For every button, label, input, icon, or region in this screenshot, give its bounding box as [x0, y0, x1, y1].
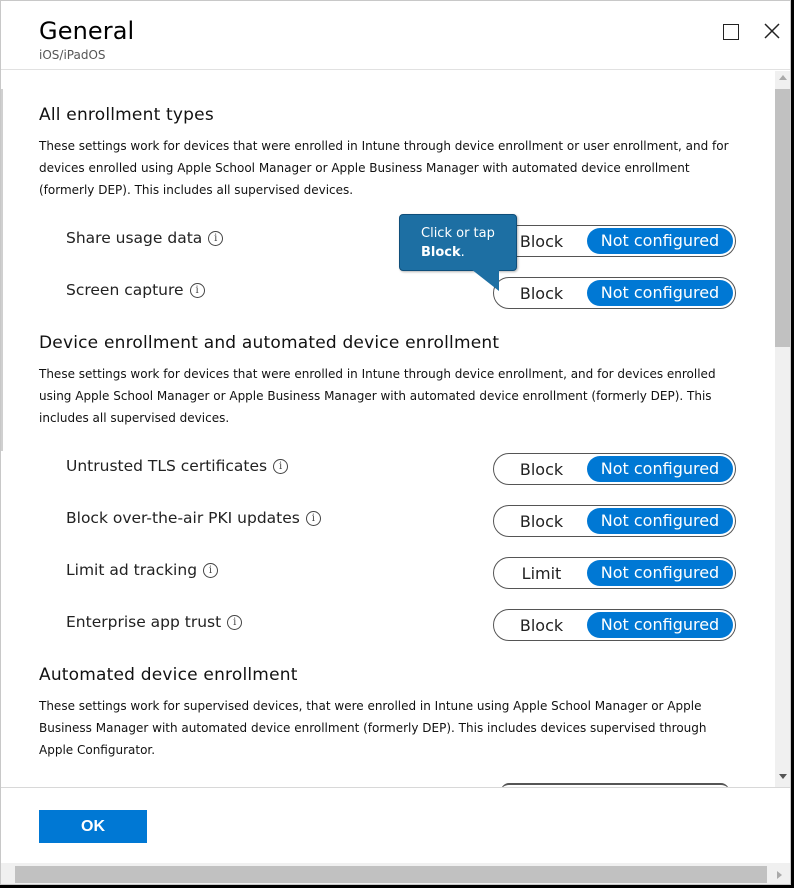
info-icon[interactable]: i	[190, 283, 205, 298]
scroll-up-icon[interactable]	[779, 75, 787, 80]
horizontal-scrollbar[interactable]	[1, 863, 790, 885]
toggle-untrusted-tls[interactable]	[493, 453, 736, 485]
setting-share-usage-data	[66, 229, 223, 247]
toggle-option-limit[interactable]: Limit	[521, 563, 562, 583]
setting-label: Share usage data	[66, 229, 203, 247]
maximize-icon[interactable]	[723, 24, 739, 40]
section-heading-automated-enrollment: Automated device enrollment	[39, 665, 298, 685]
setting-untrusted-tls	[66, 457, 288, 475]
callout-suffix: .	[460, 245, 465, 260]
setting-label: Enterprise app trust	[66, 613, 222, 631]
toggle-option-not-configured[interactable]: Not configured	[587, 612, 733, 638]
callout-pointer	[471, 269, 499, 291]
section-description-device-enrollment: These settings work for devices that were enrolled in Intune through device enrollment, and for devices enrolled using Apple School Manager or Apple Business Manager with automated device enrollment (formerly DEP). This includes all supervised devices.	[39, 367, 716, 425]
toggle-option-block[interactable]: Block	[519, 231, 564, 251]
ok-button[interactable]: OK	[39, 810, 147, 843]
horizontal-scrollbar-thumb[interactable]	[15, 866, 767, 883]
scroll-right-icon[interactable]	[777, 871, 782, 879]
toggle-screen-capture[interactable]	[493, 277, 736, 309]
info-icon[interactable]: i	[227, 615, 242, 630]
setting-label: Limit ad tracking	[66, 561, 198, 579]
scroll-down-icon[interactable]	[779, 774, 787, 779]
setting-screen-capture	[66, 281, 205, 299]
toggle-option-block[interactable]: Block	[519, 615, 564, 635]
section-heading-all-enrollment: All enrollment types	[39, 105, 214, 125]
toggle-enterprise-app-trust[interactable]	[493, 609, 736, 641]
toggle-option-not-configured[interactable]: Not configured	[587, 280, 733, 306]
info-icon[interactable]: i	[273, 459, 288, 474]
toggle-option-block[interactable]: Block	[519, 283, 564, 303]
section-description-automated-enrollment: These settings work for supervised devices, that were enrolled in Intune using Apple School Manager or Apple Business Manager with automated device enrollment (formerly DEP). This includes devices supervised through Apple Configurator.	[39, 699, 707, 757]
toggle-option-not-configured[interactable]: Not configured	[587, 456, 733, 482]
toggle-ota-pki[interactable]	[493, 505, 736, 537]
toggle-option-block[interactable]: Block	[519, 459, 564, 479]
toggle-option-not-configured[interactable]: Not configured	[587, 228, 733, 254]
info-icon[interactable]: i	[208, 231, 223, 246]
toggle-option-not-configured[interactable]: Not configured	[587, 508, 733, 534]
setting-enterprise-app-trust	[66, 613, 242, 631]
info-icon[interactable]: i	[203, 563, 218, 578]
blade-header	[1, 1, 790, 70]
close-icon[interactable]	[761, 20, 783, 42]
info-icon[interactable]: i	[306, 511, 321, 526]
setting-label: Untrusted TLS certificates	[66, 457, 268, 475]
toggle-option-not-configured[interactable]: Not configured	[587, 560, 733, 586]
page-title: General	[39, 17, 135, 45]
setting-limit-ad-tracking	[66, 561, 218, 579]
toggle-share-usage-data[interactable]	[493, 225, 736, 257]
toggle-limit-ad-tracking[interactable]	[493, 557, 736, 589]
toggle-option-block[interactable]: Block	[519, 511, 564, 531]
settings-content	[1, 71, 775, 787]
setting-label: Block over-the-air PKI updates	[66, 509, 300, 527]
blade-footer	[1, 787, 790, 863]
callout-tooltip	[399, 214, 517, 271]
callout-line1: Click or tap	[421, 226, 495, 241]
setting-ota-pki	[66, 509, 321, 527]
setting-label: Screen capture	[66, 281, 184, 299]
section-description-all-enrollment: These settings work for devices that were enrolled in Intune through device enrollment or user enrollment, and for devices enrolled using Apple School Manager or Apple Business Manager with automated device enrollment (formerly DEP). This includes all supervised devices.	[39, 139, 729, 197]
scrollbar-thumb[interactable]	[775, 89, 791, 347]
callout-emphasis: Block	[421, 245, 461, 260]
section-heading-device-enrollment: Device enrollment and automated device enrollment	[39, 333, 500, 353]
page-subtitle: iOS/iPadOS	[39, 48, 106, 62]
vertical-scrollbar[interactable]	[775, 71, 791, 787]
